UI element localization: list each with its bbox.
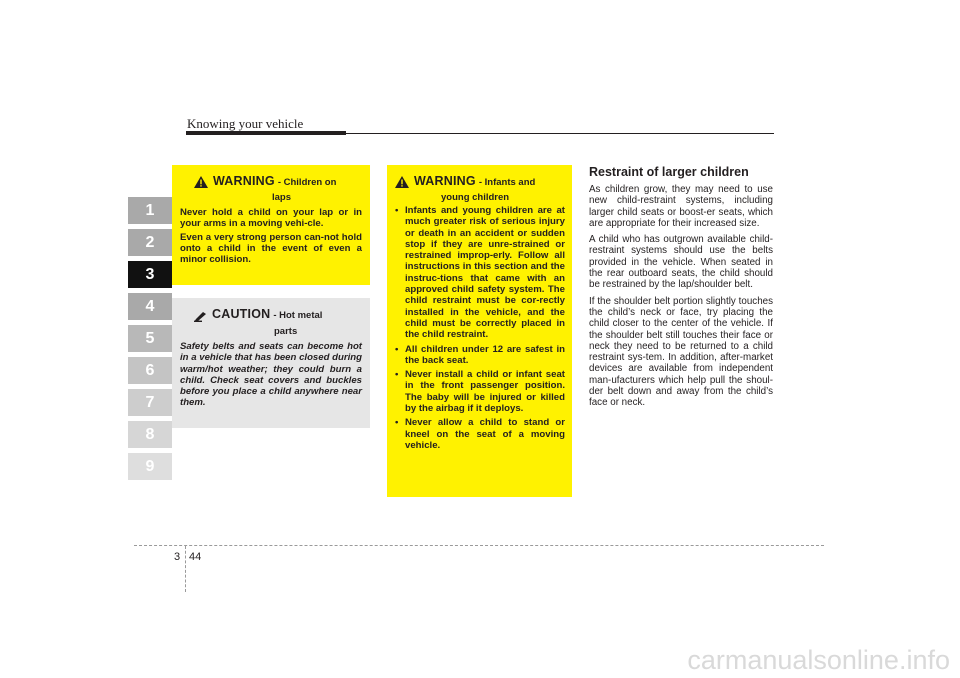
list-item: • Never allow a child to stand or kneel on the seat of a moving vehicle. — [395, 417, 565, 451]
paragraph: A child who has outgrown available child-restraint systems should use the belts provided in the vehicle. When seated in the rear outboard seats, the child should be restrained by the lap/shoulder belt. — [589, 234, 773, 291]
header-title: Knowing your vehicle — [187, 116, 304, 131]
footer-chapter-number: 3 — [174, 551, 181, 563]
chapter-index — [128, 197, 172, 485]
chapter-tab-8[interactable]: 8 — [128, 421, 172, 448]
caution-hot-metal-parts — [172, 298, 370, 428]
paragraph: If the shoulder belt portion slightly touches the child’s neck or face, try placing the child closer to the center of the vehicle. If the shoulder belt still touches their face or neck they need to be returned to a child restraint sys-tem. In addition, after-market devices are available from independent man-ufacturers which help pull the shoul-der belt down and away from the child’s face or neck. — [589, 295, 773, 409]
watermark: carmanualsonline.info — [687, 645, 950, 675]
paragraph: As children grow, they may need to use new child-restraint systems, including larger child seats or boost-er seats, which are appropriate for their increased size. — [589, 184, 773, 229]
warning-subtitle: - Infants and — [478, 177, 536, 188]
caution-subtitle: - Hot metal — [273, 310, 323, 321]
section-body — [589, 184, 773, 414]
footer-page-number: 44 — [189, 551, 202, 563]
chapter-tab-2[interactable]: 2 — [128, 229, 172, 256]
caution-title: CAUTION — [212, 307, 271, 321]
warning-paragraph: Even a very strong person can-not hold onto a child in the event of even a minor collision. — [180, 231, 362, 266]
chapter-tab-1[interactable]: 1 — [128, 197, 172, 224]
list-item: • All children under 12 are safest in the back seat. — [395, 343, 565, 366]
warning-subtitle-cont: young children — [441, 192, 510, 203]
footer-rule — [134, 545, 824, 546]
caution-paragraph: Safety belts and seats can become hot in a vehicle that has been closed during warm/hot weather; they could burn a child. Check seat covers and buckles before you place a child anywhere near them. — [180, 341, 362, 409]
warning-subtitle: - Children on — [277, 177, 337, 188]
warning-icon — [194, 175, 208, 193]
chapter-tab-3[interactable]: 3 — [128, 261, 172, 288]
footer-divider — [185, 546, 186, 592]
chapter-tab-9[interactable]: 9 — [128, 453, 172, 480]
warning-title: WARNING — [213, 174, 275, 188]
chapter-tab-5[interactable]: 5 — [128, 325, 172, 352]
warning-icon — [395, 175, 409, 193]
warning-children-on-laps — [172, 165, 370, 285]
list-item: • Never install a child or infant seat in the front passenger position. The baby will be injured or killed by the airbag if it deploys. — [395, 369, 565, 415]
caution-subtitle-cont: parts — [274, 326, 298, 337]
chapter-tab-4[interactable]: 4 — [128, 293, 172, 320]
warning-infants-young-children — [387, 165, 572, 497]
chapter-tab-6[interactable]: 6 — [128, 357, 172, 384]
warning-title: WARNING — [414, 174, 476, 188]
chapter-tab-7[interactable]: 7 — [128, 389, 172, 416]
warning-paragraph: Never hold a child on your lap or in your arms in a moving vehi-cle. — [180, 207, 362, 230]
warning-subtitle-cont: laps — [272, 192, 292, 203]
section-title: Restraint of larger children — [589, 165, 749, 179]
list-item: • Infants and young children are at much greater risk of serious injury or death in an accident or sudden stop if they are unre-strained or restrained improp-erly. Follow all instructions in this section and the instruc-tions that came with an approved child safety system. The child restraint must be cor-rectly installed in the vehicle, and the child must be correctly placed in the child restraint. — [395, 205, 565, 341]
caution-icon — [194, 309, 207, 327]
header-rule-accent — [186, 131, 346, 135]
